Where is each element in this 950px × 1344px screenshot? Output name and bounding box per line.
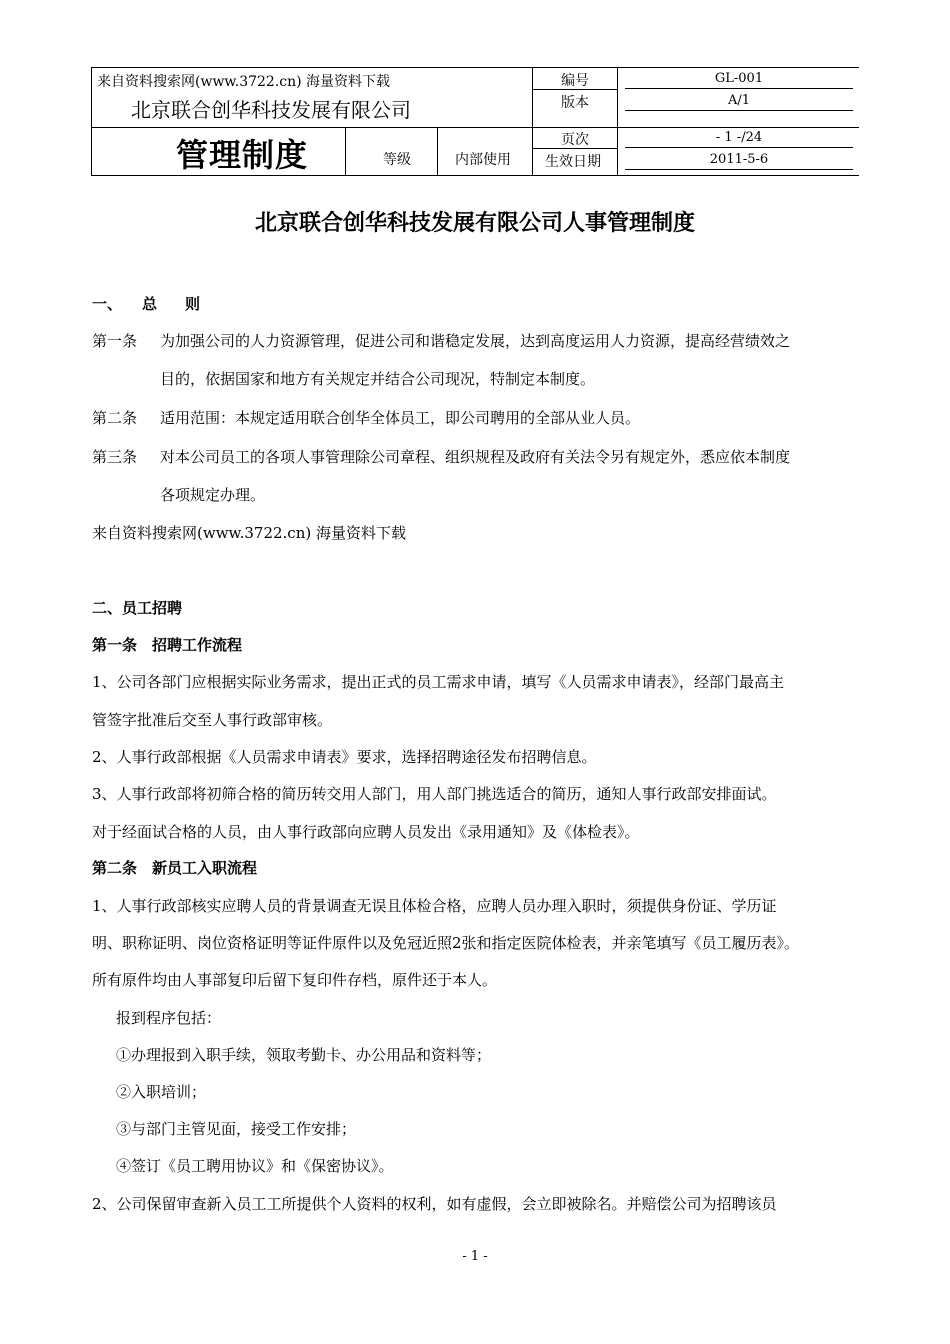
article-label: 第三条 [92, 448, 138, 466]
section-heading-part: 则 [185, 295, 201, 313]
header-top-border [91, 67, 859, 68]
article-text: 对本公司员工的各项人事管理除公司章程、组织规程及政府有关法令另有规定外，悉应依本制度 [160, 448, 791, 466]
level-value: 内部使用 [455, 152, 511, 168]
header-divider [91, 127, 532, 128]
level-label: 等级 [383, 152, 411, 168]
article-text: 目的，依据国家和地方有关规定并结合公司现况，特制定本制度。 [160, 370, 596, 388]
paragraph-line: 明、职称证明、岗位资格证明等证件原件以及免冠近照2张和指定医院体检表，并亲笔填写《员工履历表》。 [92, 934, 800, 952]
source-line: 来自资料搜索网(www.3722.cn) 海量资料下载 [92, 524, 406, 542]
field-underline [625, 147, 853, 148]
paragraph-line: 2、公司保留审查新入员工工所提供个人资料的权利，如有虚假，会立即被除名。并赔偿公司为招聘该员 [92, 1195, 777, 1213]
procedure-intro: 报到程序包括： [116, 1009, 222, 1027]
company-name: 北京联合创华科技发展有限公司 [131, 98, 411, 122]
header-divider [437, 127, 438, 175]
procedure-step: ①办理报到入职手续，领取考勤卡、办公用品和资料等； [116, 1046, 492, 1064]
header-divider [345, 127, 346, 175]
article-label: 第一条 [92, 332, 138, 350]
paragraph-line: 1、公司各部门应根据实际业务需求，提出正式的员工需求申请，填写《人员需求申请表》，经部门最高主 [92, 673, 785, 691]
article-title: 第二条 新员工入职流程 [92, 859, 258, 877]
header-source-line: 来自资料搜索网(www.3722.cn) 海量资料下载 [97, 74, 391, 90]
procedure-step: ②入职培训； [116, 1083, 207, 1101]
section-heading-part: 总 [142, 295, 158, 313]
document-title: 北京联合创华科技发展有限公司人事管理制度 [254, 211, 695, 236]
field-label-page: 页次 [561, 132, 589, 148]
article-label: 第二条 [92, 409, 138, 427]
field-value-effective-date: 2011-5-6 [709, 152, 769, 167]
header-divider [532, 127, 859, 128]
document-type: 管理制度 [176, 136, 309, 174]
header-divider [532, 67, 533, 175]
field-underline [625, 88, 853, 89]
paragraph-line: 所有原件均由人事部复印后留下复印件存档，原件还于本人。 [92, 971, 498, 989]
procedure-step: ④签订《员工聘用协议》和《保密协议》。 [116, 1157, 394, 1175]
field-label-effective-date: 生效日期 [545, 154, 601, 170]
article-text: 为加强公司的人力资源管理，促进公司和谐稳定发展，达到高度运用人力资源，提高经营绩效之 [160, 332, 791, 350]
paragraph-line: 2、人事行政部根据《人员需求申请表》要求，选择招聘途径发布招聘信息。 [92, 748, 597, 766]
field-value-number: GL-001 [714, 71, 764, 86]
field-underline [625, 169, 853, 170]
field-value-page: - 1 -/24 [715, 130, 763, 145]
paragraph-line: 管签字批准后交至人事行政部审核。 [92, 711, 333, 729]
field-label-version: 版本 [561, 95, 589, 111]
paragraph-line: 1、人事行政部核实应聘人员的背景调查无误且体检合格，应聘人员办理入职时，须提供身份证、学历证 [92, 897, 777, 915]
field-underline [625, 110, 853, 111]
article-text: 各项规定办理。 [160, 486, 266, 504]
section-heading: 二、员工招聘 [92, 599, 183, 617]
header-divider [617, 67, 618, 175]
field-label-number: 编号 [561, 73, 589, 89]
paragraph-line: 对于经面试合格的人员，由人事行政部向应聘人员发出《录用通知》及《体检表》。 [92, 823, 640, 841]
article-text: 适用范围：本规定适用联合创华全体员工，即公司聘用的全部从业人员。 [160, 409, 641, 427]
procedure-step: ③与部门主管见面，接受工作安排； [116, 1120, 357, 1138]
field-value-version: A/1 [727, 93, 751, 108]
paragraph-line: 3、人事行政部将初筛合格的简历转交用人部门，用人部门挑选适合的简历，通知人事行政部安排面试。 [92, 785, 777, 803]
page-number: - 1 - [462, 1249, 488, 1264]
header-left-border [91, 67, 92, 175]
section-heading-number: 一、 [92, 295, 123, 313]
article-title: 第一条 招聘工作流程 [92, 636, 243, 654]
